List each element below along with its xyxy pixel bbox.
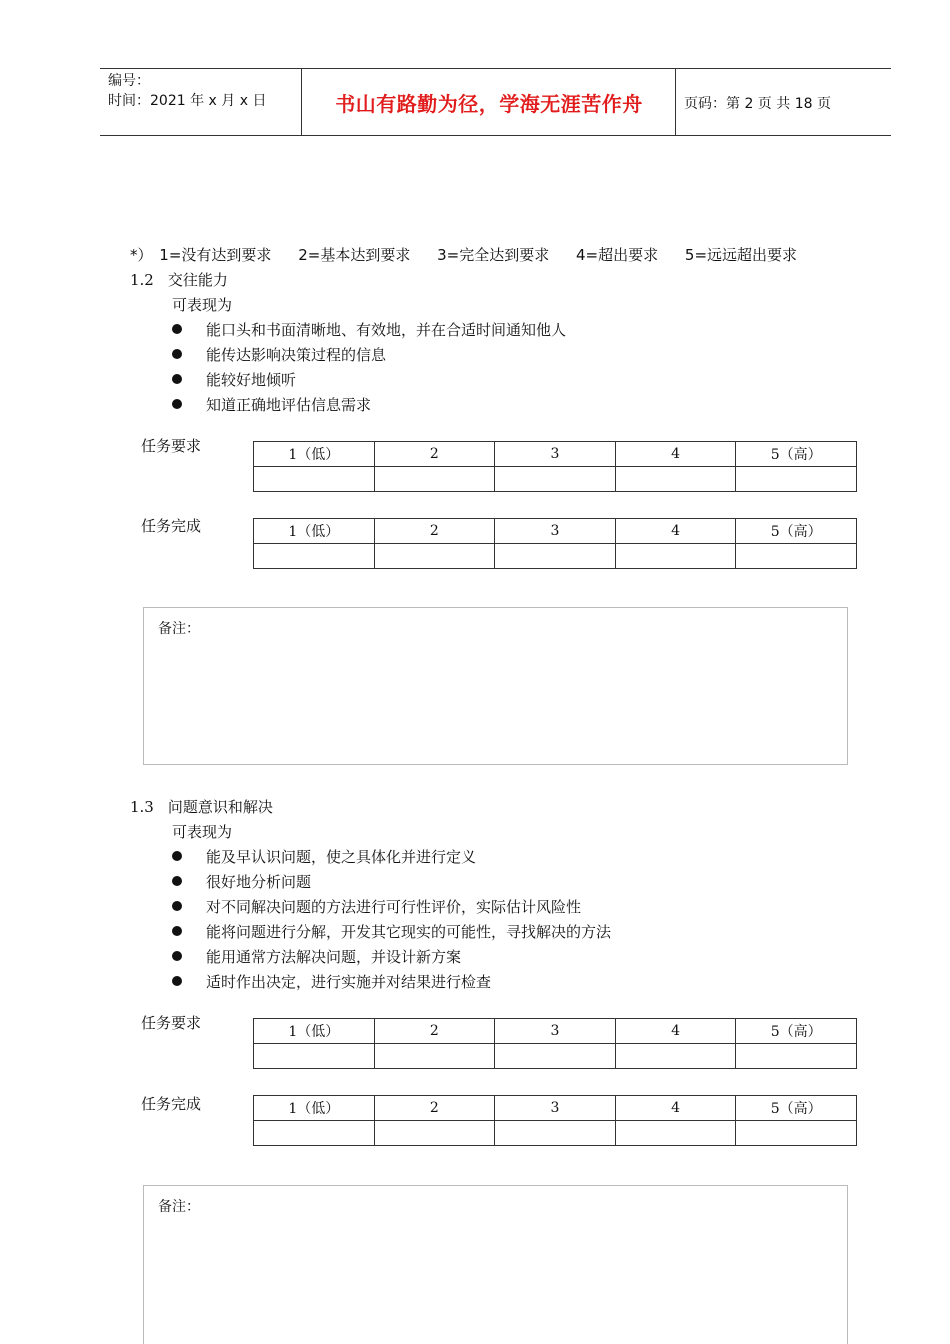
section-title: 交往能力	[167, 271, 228, 289]
rating-cell[interactable]	[736, 1044, 857, 1069]
bullet-icon	[172, 976, 182, 986]
notes-label: 备注：	[158, 1199, 200, 1215]
rating-header: 1（低）	[254, 1096, 375, 1121]
rating-header: 5（高）	[736, 1019, 857, 1044]
rating-header: 3	[495, 519, 616, 544]
rating-cell[interactable]	[736, 1121, 857, 1146]
section-number: 1.2	[130, 271, 154, 289]
scale-item: 4=超出要求	[576, 246, 659, 264]
rating-cell[interactable]	[374, 544, 495, 569]
rating-cell[interactable]	[374, 1121, 495, 1146]
list-item: 能口头和书面清晰地、有效地，并在合适时间通知他人	[172, 320, 566, 340]
bullet-icon	[172, 349, 182, 359]
rating-table-completed	[253, 1095, 857, 1146]
rating-cell[interactable]	[495, 467, 616, 492]
scale-item: 2=基本达到要求	[298, 246, 411, 264]
rating-cell[interactable]	[615, 1121, 736, 1146]
bullet-icon	[172, 876, 182, 886]
section-heading	[130, 797, 273, 817]
time-label: 时间：2021 年 x 月 x 日	[108, 93, 267, 109]
rating-header: 4	[615, 1096, 736, 1121]
notes-box[interactable]	[143, 1185, 848, 1344]
page-info: 页码：第 2 页 共 18 页	[684, 96, 831, 112]
rating-cell[interactable]	[254, 1044, 375, 1069]
rating-cell[interactable]	[495, 1121, 616, 1146]
scale-prefix: *）	[130, 246, 153, 264]
rating-cell[interactable]	[615, 467, 736, 492]
section-subtitle: 可表现为	[172, 823, 233, 841]
list-item: 能及早认识问题，使之具体化并进行定义	[172, 847, 476, 867]
scale-item: 3=完全达到要求	[437, 246, 550, 264]
bullet-icon	[172, 324, 182, 334]
bullet-icon	[172, 926, 182, 936]
rating-cell[interactable]	[374, 1044, 495, 1069]
section-title: 问题意识和解决	[167, 798, 273, 816]
bullet-icon	[172, 374, 182, 384]
rating-table-completed	[253, 518, 857, 569]
header-divider	[675, 69, 676, 135]
rating-header: 5（高）	[736, 1096, 857, 1121]
rating-header: 4	[615, 442, 736, 467]
bullet-icon	[172, 951, 182, 961]
rating-header: 3	[495, 442, 616, 467]
task-completed-label: 任务完成	[141, 517, 202, 535]
rating-header: 5（高）	[736, 519, 857, 544]
list-item: 知道正确地评估信息需求	[172, 395, 371, 415]
rating-header: 2	[374, 442, 495, 467]
rating-cell[interactable]	[254, 544, 375, 569]
rating-table-required	[253, 441, 857, 492]
list-item: 能将问题进行分解，开发其它现实的可能性，寻找解决的方法	[172, 922, 611, 942]
notes-box[interactable]	[143, 607, 848, 765]
section-subtitle: 可表现为	[172, 296, 233, 314]
rating-header: 1（低）	[254, 442, 375, 467]
task-required-label: 任务要求	[141, 1014, 202, 1032]
rating-table-required	[253, 1018, 857, 1069]
scale-item: 5=远远超出要求	[684, 246, 798, 264]
rating-header: 2	[374, 519, 495, 544]
header-motto: 书山有路勤为径，学海无涯苦作舟	[335, 91, 643, 116]
rating-header: 2	[374, 1019, 495, 1044]
page-header	[100, 68, 891, 136]
rating-cell[interactable]	[374, 467, 495, 492]
task-required-label: 任务要求	[141, 437, 202, 455]
section-number: 1.3	[130, 798, 154, 816]
rating-cell[interactable]	[495, 1044, 616, 1069]
list-item: 能用通常方法解决问题，并设计新方案	[172, 947, 461, 967]
list-item: 适时作出决定，进行实施并对结果进行检查	[172, 972, 491, 992]
list-item: 能传达影响决策过程的信息	[172, 345, 386, 365]
rating-cell[interactable]	[254, 467, 375, 492]
rating-cell[interactable]	[736, 544, 857, 569]
rating-cell[interactable]	[615, 544, 736, 569]
scale-item: 1=没有达到要求	[159, 246, 272, 264]
rating-header: 4	[615, 1019, 736, 1044]
list-item: 能较好地倾听	[172, 370, 296, 390]
task-completed-label: 任务完成	[141, 1095, 202, 1113]
serial-label: 编号：	[108, 73, 150, 89]
section-heading	[130, 270, 228, 290]
rating-header: 2	[374, 1096, 495, 1121]
rating-header: 3	[495, 1019, 616, 1044]
rating-header: 4	[615, 519, 736, 544]
rating-header: 1（低）	[254, 1019, 375, 1044]
rating-header: 5（高）	[736, 442, 857, 467]
list-item: 对不同解决问题的方法进行可行性评价，实际估计风险性	[172, 897, 581, 917]
list-item: 很好地分析问题	[172, 872, 311, 892]
header-left	[108, 71, 266, 111]
bullet-icon	[172, 399, 182, 409]
rating-cell[interactable]	[254, 1121, 375, 1146]
rating-header: 3	[495, 1096, 616, 1121]
notes-label: 备注：	[158, 621, 200, 637]
bullet-icon	[172, 901, 182, 911]
bullet-icon	[172, 851, 182, 861]
rating-cell[interactable]	[736, 467, 857, 492]
rating-header: 1（低）	[254, 519, 375, 544]
rating-cell[interactable]	[495, 544, 616, 569]
scale-note	[130, 245, 819, 265]
rating-cell[interactable]	[615, 1044, 736, 1069]
